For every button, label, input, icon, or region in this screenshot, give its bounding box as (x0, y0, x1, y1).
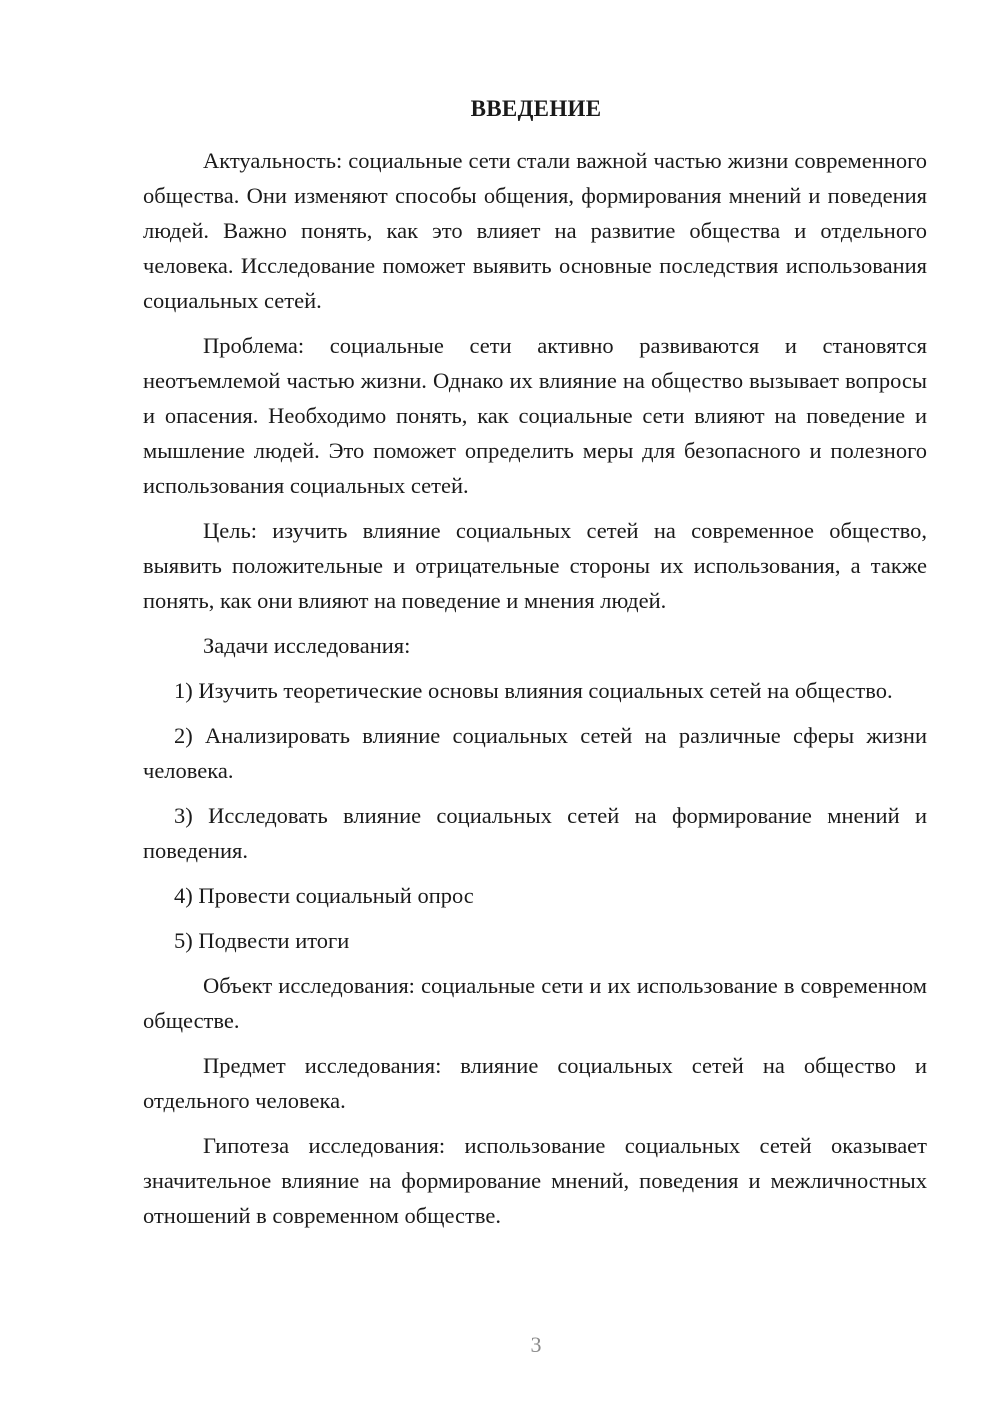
paragraph-hypothesis: Гипотеза исследования: использование социальных сетей оказывает значительное влияние на формирование мнений, поведения и межличностных отношений в современном обществе. (143, 1133, 927, 1228)
paragraph-problem: Проблема: социальные сети активно развиваются и становятся неотъемлемой частью жизни. Однако их влияние на общество вызывает вопросы и опасения. Необходимо понять, как социальные сети влияют на поведение и мышление людей. Это поможет определить меры для безопасного и полезного использования социальных сетей. (143, 333, 927, 498)
page-title: ВВЕДЕНИЕ (470, 96, 602, 121)
task-item: 2) Анализировать влияние социальных сетей на различные сферы жизни человека. (143, 723, 927, 783)
paragraph-object: Объект исследования: социальные сети и их использование в современном обществе. (143, 973, 927, 1033)
task-item: 5) Подвести итоги (174, 928, 350, 953)
paragraph-subject: Предмет исследования: влияние социальных сетей на общество и отдельного человека. (143, 1053, 927, 1113)
task-item: 4) Провести социальный опрос (174, 883, 474, 908)
paragraph-relevance: Актуальность: социальные сети стали важной частью жизни современного общества. Они изменяют способы общения, формирования мнений и поведения людей. Важно понять, как это влияет на развитие общества и отдельного человека. Исследование поможет выявить основные последствия использования социальных сетей. (143, 148, 927, 313)
document-body (143, 143, 927, 1233)
paragraph-goal: Цель: изучить влияние социальных сетей на современное общество, выявить положительные и отрицательные стороны их использования, а также понять, как они влияют на поведение и мнения людей. (143, 518, 927, 613)
paragraph-tasks-heading: Задачи исследования: (203, 633, 411, 658)
task-item: 1) Изучить теоретические основы влияния социальных сетей на общество. (174, 678, 893, 703)
page-number: 3 (530, 1332, 542, 1357)
task-item: 3) Исследовать влияние социальных сетей на формирование мнений и поведения. (143, 803, 927, 863)
